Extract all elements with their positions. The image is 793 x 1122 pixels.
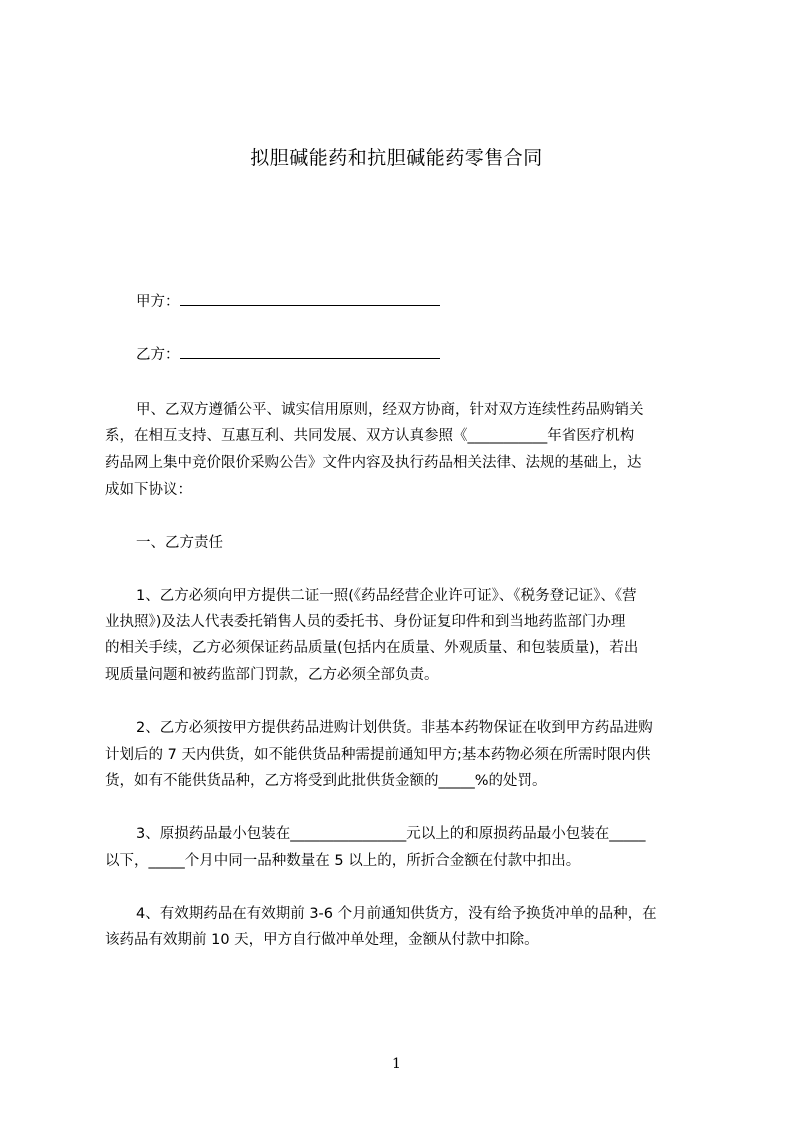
clause1-line-4: 现质量问题和被药监部门罚款，乙方必须全部负责。 [105,667,439,683]
clause4-line-2: 该药品有效期前 10 天，甲方自行做冲单处理，金额从付款中扣除。 [105,932,539,948]
clause3-line-1: 3、原损药品最小包装在________________元以上的和原损药品最小包装在_____ [136,826,646,842]
party-b-line [136,344,440,365]
clause1-line-2: 业执照》)及法人代表委托销售人员的委托书、身份证复印件和到当地药监部门办理 [105,614,626,630]
party-a-line [136,291,440,312]
party-b-label: 乙方： [136,347,180,363]
intro-line-3: 药品网上集中竞价限价采购公告》文件内容及执行药品相关法律、法规的基础上，达 [105,455,642,471]
clause1-line-3: 的相关手续，乙方必须保证药品质量(包括内在质量、外观质量、和包装质量)，若出 [105,640,639,656]
intro-line-4: 成如下协议： [105,482,192,498]
clause2-line-3: 货，如有不能供货品种，乙方将受到此批供货金额的_____%的处罚。 [105,773,547,789]
clause2-line-2: 计划后的 7 天内供货，如不能供货品种需提前通知甲方;基本药物必须在所需时限内供 [105,747,651,763]
contract-title: 拟胆碱能药和抗胆碱能药零售合同 [250,147,543,169]
party-b-blank[interactable] [180,344,440,359]
clause2-line-1: 2、乙方必须按甲方提供药品进购计划供货。非基本药物保证在收到甲方药品进购 [136,720,653,736]
clause3-line-2: 以下，_____个月中同一品种数量在 5 以上的，所折合金额在付款中扣出。 [105,853,581,869]
page-number: 1 [392,1056,401,1072]
clause1-line-1: 1、乙方必须向甲方提供二证一照(《药品经营企业许可证》、《税务登记证》、《营 [136,588,637,604]
party-a-blank[interactable] [180,291,440,306]
section-heading: 一、乙方责任 [136,535,223,551]
intro-line-2: 系，在相互支持、互惠互利、共同发展、双方认真参照《___________年省医疗机构 [105,428,635,444]
clause4-line-1: 4、有效期药品在有效期前 3-6 个月前通知供货方，没有给予换货冲单的品种，在 [136,906,657,922]
party-a-label: 甲方： [136,294,180,310]
intro-line-1: 甲、乙双方遵循公平、诚实信用原则，经双方协商，针对双方连续性药品购销关 [136,402,644,418]
